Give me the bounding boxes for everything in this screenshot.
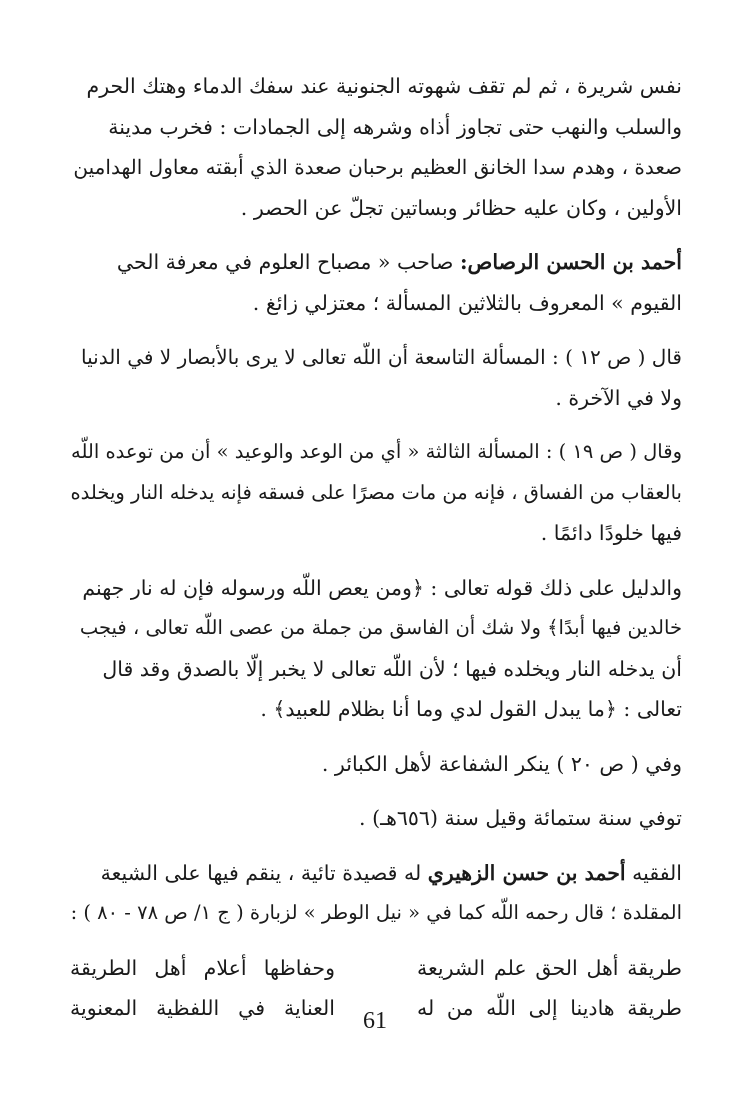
paragraph: [70, 66, 682, 228]
text-fragment: الفقيه: [625, 860, 682, 885]
text-line: والدليل على ذلك قوله تعالى : ﴿ومن يعص اللّه ورسوله فإن له نار جهنم: [82, 575, 682, 600]
paragraph: [70, 432, 682, 554]
text-line: ولا في الآخرة .: [555, 385, 682, 410]
paragraph: [70, 853, 682, 934]
verse-first-hemistich: طريقة هادينا إلى اللّه من له: [417, 995, 682, 1020]
text-line: القيوم » المعروف بالثلاثين المسألة ؛ معتزلي زائغ .: [252, 290, 682, 315]
text-block: [70, 66, 682, 1028]
text-line: وفي ( ص ٢٠ ) ينكر الشفاعة لأهل الكبائر .: [321, 751, 682, 776]
verse-first-hemistich: طريقة أهل الحق علم الشريعة: [417, 955, 682, 980]
author-name: أحمد بن الحسن الرصاص:: [459, 250, 682, 274]
page-number: 61: [363, 1008, 387, 1034]
text-line: الأولين ، وكان عليه حظائر وبساتين تجلّ عن الحصر .: [240, 195, 682, 220]
paragraph: [70, 744, 682, 785]
paragraph: [70, 568, 682, 730]
text-line: المقلدة ؛ قال رحمه اللّه كما في « نيل الوطر » لزبارة ( ج ١/ ص ٧٨ - ٨٠ ) :: [70, 901, 682, 924]
text-line: خالدين فيها أبدًا﴾ ولا شك أن الفاسق من جملة من عصى اللّه تعالى ، فيجب: [79, 616, 682, 639]
text-line: نفس شريرة ، ثم لم تقف شهوته الجنونية عند سفك الدماء وهتك الحرم: [86, 74, 682, 98]
paragraph: [70, 337, 682, 418]
text-line: [70, 242, 682, 283]
verse-second-hemistich: العناية في اللفظية المعنوية: [70, 995, 335, 1020]
text-line: [70, 853, 682, 894]
poem-verse: [70, 948, 682, 988]
text-line: صعدة ، وهدم سدا الخانق العظيم برحبان صعدة الذي أبقته معاول الهدامين: [73, 155, 682, 179]
verse-second-hemistich: وحفاظها أعلام أهل الطريقة: [70, 955, 335, 980]
text-line: وقال ( ص ١٩ ) : المسألة الثالثة « أي من الوعد والوعيد » أن من توعده اللّه: [70, 440, 682, 463]
text-line: قال ( ص ١٢ ) : المسألة التاسعة أن اللّه تعالى لا يرى بالأبصار لا في الدنيا: [81, 345, 682, 369]
paragraph: [70, 798, 682, 839]
text-line: تعالى : ﴿ما يبدل القول لدي وما أنا بظلام للعبيد﴾ .: [260, 697, 682, 721]
text-line: فيها خلودًا دائمًا .: [540, 521, 682, 545]
text-fragment: له قصيدة تائية ، ينقم فيها على الشيعة: [100, 860, 428, 885]
text-line: أن يدخله النار ويخلده فيها ؛ لأن اللّه تعالى لا يخبر إلّا بالصدق وقد قال: [102, 656, 682, 681]
text-fragment: صاحب « مصباح العلوم في معرفة الحي: [116, 250, 460, 274]
text-line: والسلب والنهب حتى تجاوز أذاه وشرهه إلى الجمادات : فخرب مدينة: [108, 114, 682, 139]
text-line: بالعقاب من الفساق ، فإنه من مات مصرًا على فسقه فإنه يدخله النار ويخلده: [70, 480, 682, 504]
text-line: توفي سنة ستمائة وقيل سنة (٦٥٦هـ) .: [359, 806, 682, 830]
author-name: أحمد بن حسن الزهيري: [427, 860, 626, 885]
paragraph: [70, 242, 682, 323]
